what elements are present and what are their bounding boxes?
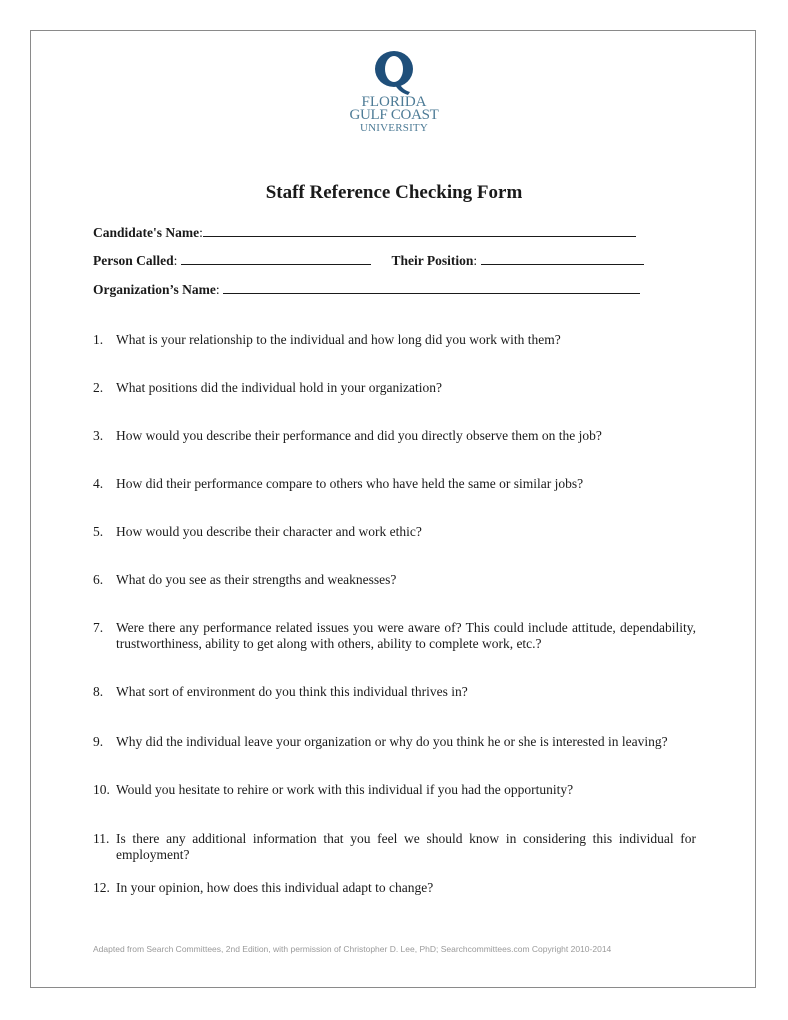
logo-wordmark bbox=[340, 96, 448, 135]
question-text: What positions did the individual hold in your organization? bbox=[116, 380, 442, 395]
question-item bbox=[93, 332, 696, 348]
question-number: 4. bbox=[93, 476, 104, 491]
question-item bbox=[93, 572, 696, 588]
their-position-field[interactable] bbox=[481, 252, 644, 265]
logo-line-florida: FLORIDA bbox=[361, 94, 427, 110]
question-text: Would you hesitate to rehire or work with this individual if you had the opportunity? bbox=[116, 782, 574, 797]
question-item bbox=[93, 782, 696, 798]
question-item bbox=[93, 880, 696, 896]
question-number: 12. bbox=[93, 880, 110, 895]
person-called-field[interactable] bbox=[181, 252, 371, 265]
person-called-row: Person Called: Their Position: bbox=[93, 252, 644, 269]
question-text: What is your relationship to the individual and how long did you work with them? bbox=[116, 332, 561, 347]
question-text: How would you describe their character and work ethic? bbox=[116, 524, 422, 539]
question-text: What do you see as their strengths and weaknesses? bbox=[116, 572, 397, 587]
question-item bbox=[93, 476, 696, 492]
university-logo bbox=[340, 50, 448, 142]
question-item bbox=[93, 428, 696, 444]
question-item bbox=[93, 380, 696, 396]
organization-name-label: Organization’s Name bbox=[93, 282, 216, 297]
logo-line-university: UNIVERSITY bbox=[360, 122, 428, 134]
footer-citation: Adapted from Search Committees, 2nd Edition, with permission of Christopher D. Lee, PhD; Searchcommittees.com Copyright 2010-2014 bbox=[93, 944, 612, 954]
question-item bbox=[93, 620, 696, 652]
question-number: 1. bbox=[93, 332, 104, 347]
question-item bbox=[93, 831, 696, 863]
question-item bbox=[93, 734, 696, 750]
candidate-name-label: Candidate's Name bbox=[93, 225, 200, 240]
question-item bbox=[93, 524, 696, 540]
organization-name-row: Organization’s Name: bbox=[93, 281, 640, 298]
question-number: 5. bbox=[93, 524, 104, 539]
candidate-name-row: Candidate's Name: bbox=[93, 224, 636, 241]
question-number: 7. bbox=[93, 620, 104, 635]
logo-line-gulf-coast: GULF COAST bbox=[349, 107, 439, 123]
organization-name-field[interactable] bbox=[223, 281, 640, 294]
question-number: 3. bbox=[93, 428, 104, 443]
question-text: What sort of environment do you think this individual thrives in? bbox=[116, 684, 468, 699]
question-number: 8. bbox=[93, 684, 104, 699]
person-called-label: Person Called bbox=[93, 253, 174, 268]
question-text: Is there any additional information that you feel we should know in considering this individual for employment? bbox=[116, 831, 696, 862]
question-text: How would you describe their performance and did you directly observe them on the job? bbox=[116, 428, 602, 443]
question-text: How did their performance compare to others who have held the same or similar jobs? bbox=[116, 476, 584, 491]
question-text: Were there any performance related issues you were aware of? This could include attitude, dependability, trustworthiness, ability to get along with others, ability to complete work, etc.? bbox=[116, 620, 696, 651]
q-emblem-icon bbox=[372, 50, 416, 96]
question-number: 11. bbox=[93, 831, 110, 846]
question-number: 6. bbox=[93, 572, 104, 587]
their-position-label: Their Position bbox=[391, 253, 474, 268]
candidate-name-field[interactable] bbox=[203, 224, 636, 237]
question-text: In your opinion, how does this individual adapt to change? bbox=[116, 880, 434, 895]
question-number: 2. bbox=[93, 380, 104, 395]
question-text: Why did the individual leave your organization or why do you think he or she is interested in leaving? bbox=[116, 734, 668, 749]
question-item bbox=[93, 684, 696, 700]
page-title: Staff Reference Checking Form bbox=[265, 182, 523, 203]
question-number: 9. bbox=[93, 734, 104, 749]
question-number: 10. bbox=[93, 782, 110, 797]
